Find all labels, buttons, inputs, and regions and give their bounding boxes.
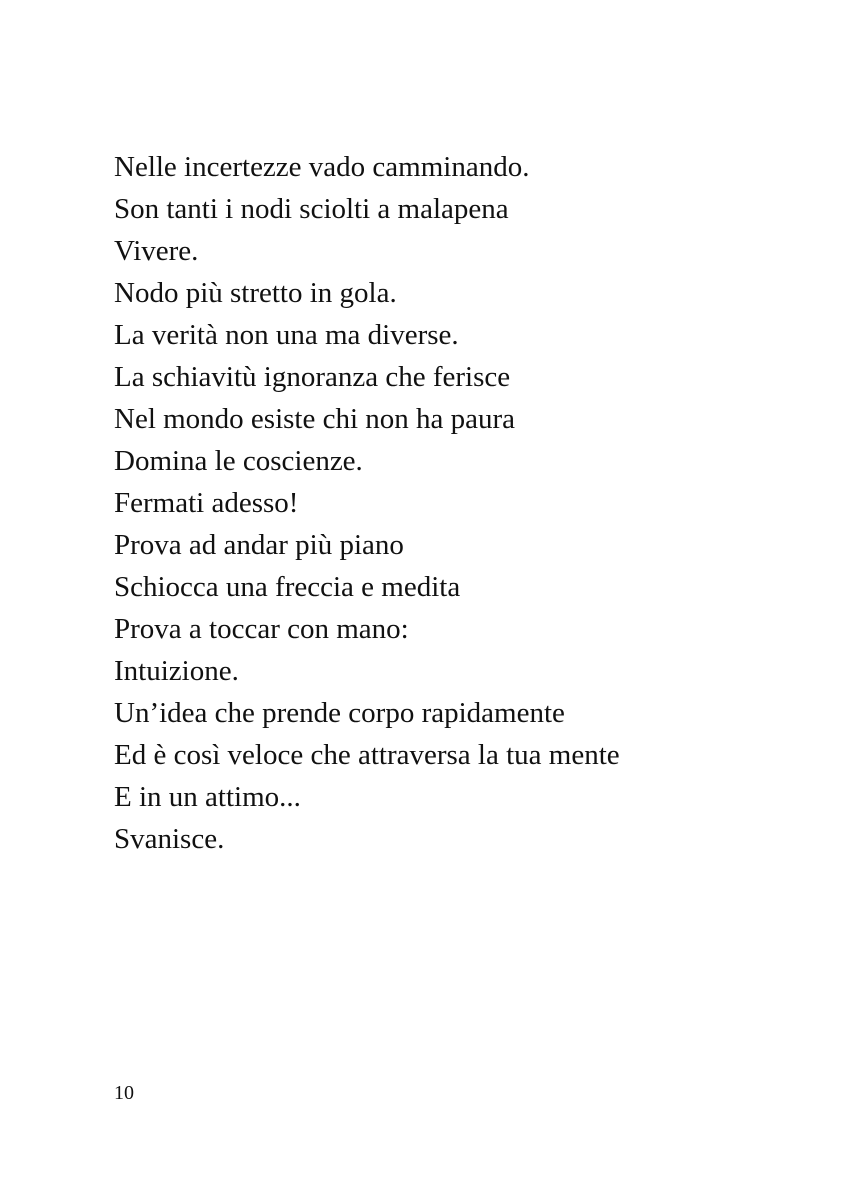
poem-line: Vivere. <box>114 235 199 267</box>
poem-line: Fermati adesso! <box>114 487 299 519</box>
poem-line: Schiocca una freccia e medita <box>114 571 461 603</box>
poem-line: E in un attimo... <box>114 781 301 813</box>
page-number: 10 <box>114 1082 134 1104</box>
poem-line: La schiavitù ignoranza che ferisce <box>114 361 511 393</box>
poem-line: Prova ad andar più piano <box>114 529 404 561</box>
poem-line: Intuizione. <box>114 655 239 687</box>
poem-line: Un’idea che prende corpo rapidamente <box>114 697 565 729</box>
poem-line: Prova a toccar con mano: <box>114 613 409 645</box>
poem-line: Ed è così veloce che attraversa la tua mente <box>114 739 620 771</box>
poem-line: Svanisce. <box>114 823 225 855</box>
poem-line: Nelle incertezze vado camminando. <box>114 151 530 183</box>
poem-line: Domina le coscienze. <box>114 445 363 477</box>
poem <box>114 146 620 860</box>
poem-line: Son tanti i nodi sciolti a malapena <box>114 193 509 225</box>
poem-line: La verità non una ma diverse. <box>114 319 459 351</box>
poem-line: Nel mondo esiste chi non ha paura <box>114 403 516 435</box>
poem-line: Nodo più stretto in gola. <box>114 277 397 309</box>
